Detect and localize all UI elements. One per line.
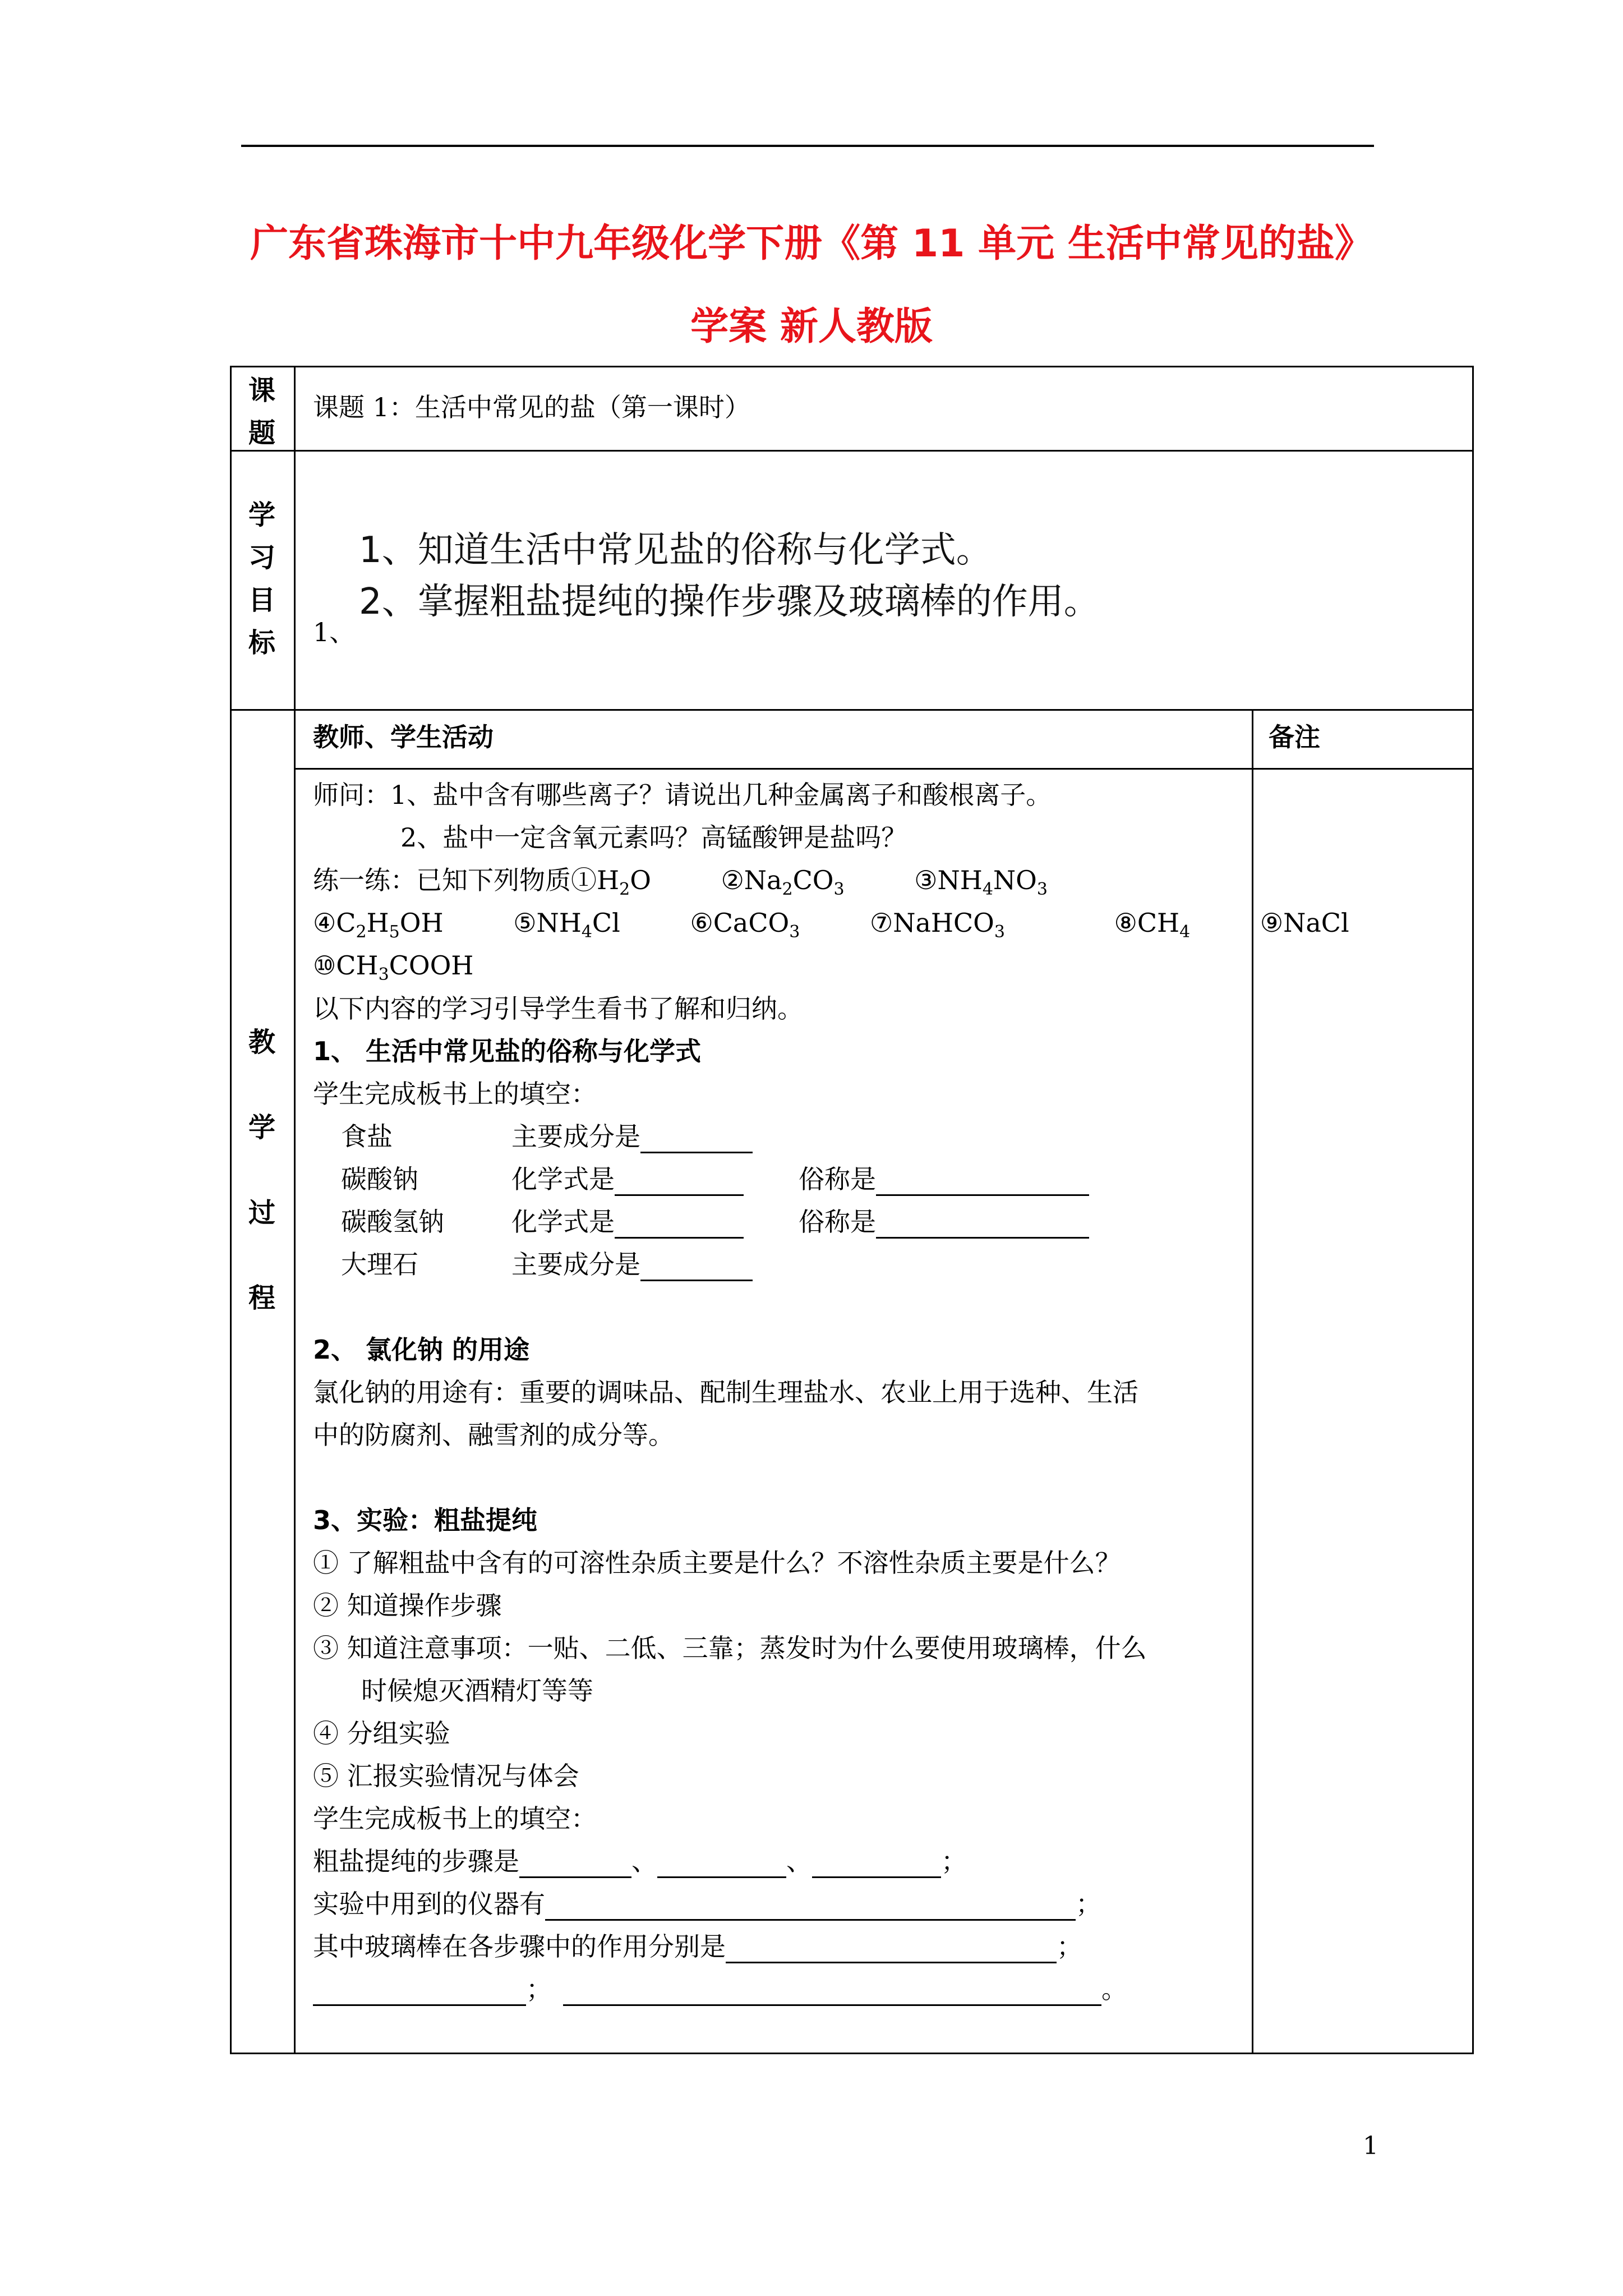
section-2-title: 2、 氯化钠 的用途 bbox=[313, 1335, 530, 1365]
salt-field: 主要成分是 bbox=[511, 1248, 753, 1281]
notes-header: 备注 bbox=[1269, 722, 1320, 752]
salt-field: 俗称是 bbox=[799, 1205, 1089, 1239]
salt-name: 碳酸氢钠 bbox=[341, 1207, 444, 1237]
teacher-question-1: 师问：1、盐中含有哪些离子？请说出几种金属离子和酸根离子。 bbox=[313, 780, 1052, 810]
document-title-line2: 学案 新人教版 bbox=[690, 305, 933, 349]
experiment-step: ② 知道操作步骤 bbox=[313, 1590, 502, 1621]
learning-goals-image: 1、知道生活中常见盐的俗称与化学式。 2、掌握粗盐提纯的操作步骤及玻璃棒的作用。 bbox=[359, 530, 1100, 623]
nacl-uses-line-1: 氯化钠的用途有：重要的调味品、配制生理盐水、农业上用于选种、生活 bbox=[313, 1377, 1138, 1407]
goals-stray-number: 1、 bbox=[313, 617, 356, 647]
activity-header: 教师、学生活动 bbox=[313, 722, 494, 752]
steps-blank-line: 粗盐提纯的步骤是 、 、 ； bbox=[313, 1844, 967, 1878]
experiment-step: ⑤ 汇报实验情况与体会 bbox=[313, 1761, 579, 1791]
salt-field: 化学式是 bbox=[511, 1162, 744, 1196]
salt-name: 食盐 bbox=[341, 1121, 393, 1152]
practice-line-1: 练一练：已知下列物质$①H_2O$ $②Na_2CO_3$ $③NH_4NO_3$ bbox=[313, 865, 1048, 900]
instruments-line: 实验中用到的仪器有 ； bbox=[313, 1887, 1101, 1921]
practice-line-3: $⑩CH_3COOH$ bbox=[313, 950, 474, 985]
fill-intro-1: 学生完成板书上的填空： bbox=[313, 1079, 597, 1109]
glass-rod-line: 其中玻璃棒在各步骤中的作用分别是 ； bbox=[313, 1930, 1082, 1963]
salt-field: 化学式是 bbox=[511, 1205, 744, 1239]
salt-field: 俗称是 bbox=[799, 1162, 1089, 1196]
experiment-step: ④ 分组实验 bbox=[313, 1718, 450, 1749]
section-3-title: 3、实验：粗盐提纯 bbox=[313, 1505, 538, 1535]
document-title-line1: 广东省珠海市十中九年级化学下册《第 11 单元 生活中常见的盐》 bbox=[250, 222, 1373, 266]
experiment-step-continued: 时候熄灭酒精灯等等 bbox=[361, 1676, 593, 1706]
section-1-title: 1、 生活中常见盐的俗称与化学式 bbox=[313, 1036, 702, 1066]
process-label: 教 学 过 程 bbox=[248, 1027, 275, 1314]
salt-name: 碳酸钠 bbox=[341, 1164, 418, 1194]
goals-label: 学 习 目 标 bbox=[248, 499, 275, 659]
topic-label: 课 题 bbox=[248, 375, 275, 449]
experiment-step: ③ 知道注意事项：一贴、二低、三靠；蒸发时为什么要使用玻璃棒，什么 bbox=[313, 1633, 1147, 1663]
teacher-question-2: 2、盐中一定含氧元素吗？高锰酸钾是盐吗？ bbox=[400, 822, 907, 853]
salt-name: 大理石 bbox=[341, 1249, 418, 1280]
fill-intro-2: 学生完成板书上的填空： bbox=[313, 1803, 597, 1834]
nacl-uses-line-2: 中的防腐剂、融雪剂的成分等。 bbox=[313, 1420, 674, 1450]
practice-line-2: $④C_2H_5OH$ $⑤NH_4Cl$ ⑥CaCO$_3$ ⑦NaHCO$_3$ $⑧CH_4$ ⑨NaCl bbox=[313, 908, 1349, 942]
page-number: 1 bbox=[1363, 2132, 1378, 2160]
experiment-step: ① 了解粗盐中含有的可溶性杂质主要是什么？不溶性杂质主要是什么？ bbox=[313, 1548, 1121, 1578]
salt-field: 主要成分是 bbox=[511, 1120, 753, 1153]
guide-text: 以下内容的学习引导学生看书了解和归纳。 bbox=[313, 993, 803, 1024]
topic-text: 课题 1：生活中常见的盐（第一课时） bbox=[313, 392, 750, 422]
glass-rod-line-2: ； 。 bbox=[313, 1972, 1127, 2006]
header-rule bbox=[241, 145, 1374, 147]
